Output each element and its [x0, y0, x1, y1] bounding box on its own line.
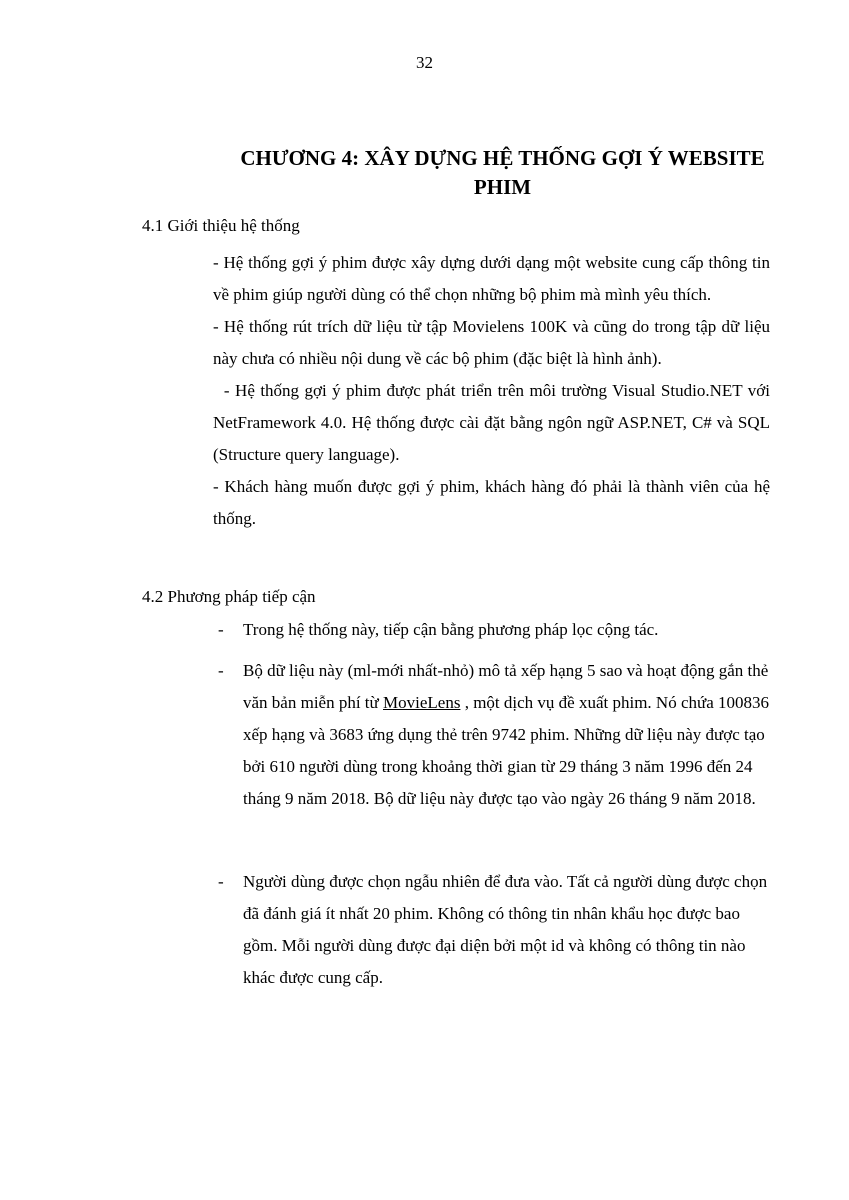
list-dash: -: [218, 620, 224, 639]
chapter-title: [120, 144, 849, 202]
list-dash: -: [218, 872, 224, 891]
list-item: [218, 655, 778, 815]
text-segment: Bộ dữ liệu này (ml-mới nhất-nhỏ) mô tả xếp hạng 5 sao và hoạt động gắn thẻ văn bản miễn phí từ: [243, 661, 769, 712]
paragraph: - Hệ thống gợi ý phim được phát triển trên môi trường Visual Studio.NET với NetFramework 4.0. Hệ thống được cài đặt bằng ngôn ngữ ASP.NET, C# và SQL (Structure query language).: [213, 381, 775, 464]
movielens-link[interactable]: MovieLens: [383, 693, 461, 712]
chapter-title-line1: CHƯƠNG 4: XÂY DỰNG HỆ THỐNG GỢI Ý WEBSITE: [240, 146, 765, 170]
list-item-text: Trong hệ thống này, tiếp cận bằng phương pháp lọc cộng tác.: [243, 620, 659, 639]
paragraph: - Hệ thống gợi ý phim được xây dựng dưới dạng một website cung cấp thông tin về phim giúp người dùng có thể chọn những bộ phim mà mình yêu thích.: [213, 253, 770, 304]
list-item: [218, 614, 778, 646]
section-4-1-body: [213, 247, 775, 535]
list-item: [218, 866, 778, 994]
list-item-text: [243, 655, 778, 815]
section-4-2-heading: 4.2 Phương pháp tiếp cận: [142, 587, 316, 606]
list-item-text: Người dùng được chọn ngẫu nhiên để đưa vào. Tất cả người dùng được chọn đã đánh giá ít nhất 20 phim. Không có thông tin nhân khẩu học được bao gồm. Mỗi người dùng được đại diện bởi một id và không có thông tin nào khác được cung cấp.: [243, 872, 768, 987]
paragraph: - Khách hàng muốn được gợi ý phim, khách hàng đó phải là thành viên của hệ thống.: [213, 477, 770, 528]
list-dash: -: [218, 661, 224, 680]
paragraph: - Hệ thống rút trích dữ liệu từ tập Movielens 100K và cũng do trong tập dữ liệu này chưa có nhiều nội dung về các bộ phim (đặc biệt là hình ảnh).: [213, 317, 770, 368]
page-number: 32: [416, 53, 433, 72]
section-4-1-heading: 4.1 Giới thiệu hệ thống: [142, 216, 300, 235]
text-segment: , một dịch vụ đề xuất phim. Nó chứa 100836 xếp hạng và 3683 ứng dụng thẻ trên 9742 phim. Những dữ liệu này được tạo bởi 610 người dùng trong khoảng thời gian từ 29 tháng 3 năm 1996 đến 24 tháng 9 năm 2018. Bộ dữ liệu này được tạo vào ngày 26 tháng 9 năm 2018.: [243, 693, 769, 808]
chapter-title-line2: PHIM: [473, 175, 532, 199]
